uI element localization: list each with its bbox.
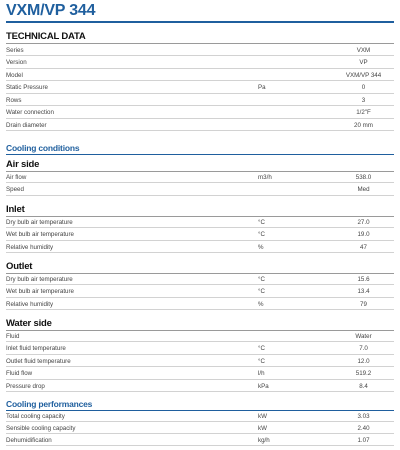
row-label: Dehumidification — [6, 436, 52, 444]
row-label: Inlet fluid temperature — [6, 345, 66, 352]
row-value: 79 — [360, 300, 367, 308]
table-row — [6, 45, 394, 56]
row-value: VP — [359, 59, 368, 66]
row-value: 20 mm — [354, 121, 373, 129]
table-row — [6, 120, 394, 131]
cooling-conditions-heading: Cooling conditions — [6, 143, 80, 153]
row-label: Dry bulb air temperature — [6, 275, 73, 283]
table-row — [6, 95, 394, 106]
row-label: Series — [6, 46, 24, 54]
row-unit: °C — [258, 345, 265, 352]
row-unit: °C — [258, 231, 265, 238]
table-row — [6, 381, 394, 392]
row-label: Static Pressure — [6, 84, 48, 91]
row-unit: °C — [258, 218, 265, 226]
row-value: 8.4 — [359, 382, 368, 390]
row-value: 1.07 — [357, 436, 370, 444]
page-title: VXM/VP 344 — [6, 2, 96, 19]
row-value: Med — [357, 186, 370, 193]
row-unit: kW — [258, 424, 267, 432]
row-value: 1/2"F — [356, 109, 371, 116]
row-label: Relative humidity — [6, 243, 54, 251]
row-unit: Pa — [258, 84, 266, 91]
row-value: 538.0 — [355, 173, 372, 181]
table-row — [6, 411, 394, 422]
row-unit: kg/h — [258, 436, 270, 444]
row-label: Fluid — [6, 332, 20, 340]
table-row — [6, 70, 394, 81]
cooling-conditions-divider — [6, 154, 394, 155]
table-row — [6, 242, 394, 253]
air-side-heading: Air side — [6, 159, 40, 170]
row-label: Speed — [6, 186, 24, 193]
inlet-heading: Inlet — [6, 204, 25, 215]
row-label: Sensible cooling capacity — [6, 424, 76, 432]
table-row — [6, 299, 394, 310]
row-value: Water — [355, 332, 372, 340]
row-value: 519.2 — [355, 370, 372, 377]
table-row — [6, 423, 394, 434]
row-label: Rows — [6, 96, 22, 104]
table-row — [6, 108, 394, 119]
row-label: Outlet fluid temperature — [6, 357, 71, 365]
row-value: VXM/VP 344 — [345, 71, 382, 79]
table-row — [6, 344, 394, 355]
row-value: 0 — [361, 84, 366, 91]
row-value: 7.0 — [359, 345, 368, 352]
table-row — [6, 83, 394, 94]
row-label: Model — [6, 71, 23, 79]
outlet-heading: Outlet — [6, 261, 33, 272]
row-unit: °C — [258, 288, 265, 295]
row-value: 27.0 — [357, 218, 370, 226]
row-unit: l/h — [258, 370, 265, 377]
water-side-heading: Water side — [6, 318, 52, 329]
row-unit: % — [258, 243, 264, 251]
row-label: Drain diameter — [6, 121, 47, 129]
row-unit: °C — [258, 357, 265, 365]
cooling-performances-heading: Cooling performances — [6, 399, 93, 409]
row-label: Wet bulb air temperature — [6, 288, 74, 295]
row-unit: % — [258, 300, 264, 308]
table-row — [6, 369, 394, 380]
row-label: Fluid flow — [6, 370, 33, 377]
table-row — [6, 58, 394, 69]
row-label: Relative humidity — [6, 300, 54, 308]
table-row — [6, 274, 394, 285]
table-row — [6, 172, 394, 183]
row-value: 3.03 — [357, 412, 370, 420]
row-value: 2.40 — [357, 424, 370, 432]
row-value: 47 — [360, 243, 367, 251]
row-unit: kW — [258, 412, 267, 420]
table-row — [6, 185, 394, 196]
row-value: 19.0 — [357, 231, 370, 238]
technical-data-heading: TECHNICAL DATA — [6, 31, 86, 42]
technical-data-divider — [6, 43, 394, 44]
row-label: Dry bulb air temperature — [6, 218, 73, 226]
row-value: 3 — [361, 96, 366, 104]
row-label: Total cooling capacity — [6, 412, 65, 420]
row-unit: kPa — [258, 382, 269, 390]
table-row — [6, 287, 394, 298]
row-label: Water connection — [6, 109, 54, 116]
row-value: 13.4 — [357, 288, 370, 295]
row-value: 15.6 — [357, 275, 370, 283]
table-row — [6, 435, 394, 446]
table-row — [6, 217, 394, 228]
title-divider — [6, 21, 394, 23]
row-label: Air flow — [6, 173, 27, 181]
table-row — [6, 230, 394, 241]
row-value: 12.0 — [357, 357, 370, 365]
row-unit: m3/h — [258, 173, 272, 181]
row-value: VXM — [356, 46, 371, 54]
row-label: Pressure drop — [6, 382, 45, 390]
row-unit: °C — [258, 275, 265, 283]
table-row — [6, 356, 394, 367]
table-row — [6, 331, 394, 342]
row-label: Version — [6, 59, 27, 66]
row-label: Wet bulb air temperature — [6, 231, 74, 238]
